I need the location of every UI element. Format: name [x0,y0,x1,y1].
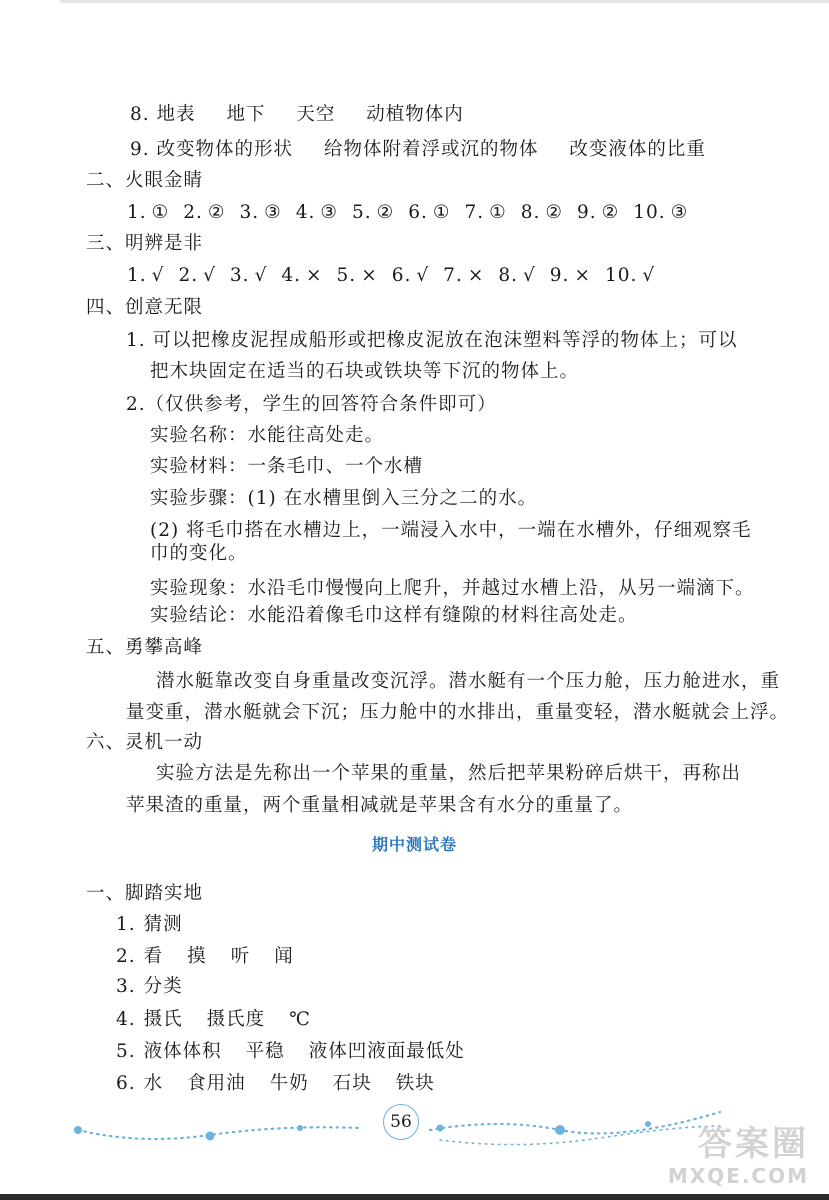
paragraph-line: 量变重，潜水艇就会下沉；压力舱中的水排出，重量变轻，潜水艇就会上浮。 [126,702,790,723]
answer-cell: 8. √ [498,265,536,286]
answer-cell: 3. ③ [239,202,282,223]
midterm-item: 5. 液体体积 平稳 液体凹液面最低处 [116,1041,465,1062]
answer-cell: 4. ③ [295,202,338,223]
section-title-4: 四、创意无限 [86,297,204,318]
paragraph-line: 巾的变化。 [150,543,248,564]
judge-answers-row [127,262,669,290]
experiment-phenomenon: 实验现象：水沿毛巾慢慢向上爬升，并越过水槽上沿，从另一端滴下。 [150,578,755,599]
experiment-name: 实验名称：水能往高处走。 [150,425,385,446]
top-border [60,0,829,3]
choice-answers-row [127,199,702,227]
answer-cell: 5. × [336,265,378,286]
paragraph-line: 把木块固定在适当的石块或铁块等下沉的物体上。 [150,361,580,382]
bottom-edge [0,1194,829,1200]
midterm-item: 6. 水 食用油 牛奶 石块 铁块 [116,1073,435,1094]
answer-cell: 8. ② [520,202,563,223]
section-title-3: 三、明辨是非 [86,233,204,254]
answer-cell: 4. × [281,265,323,286]
section-title-5: 五、勇攀高峰 [86,637,204,658]
paragraph-line: 实验方法是先称出一个苹果的重量，然后把苹果粉碎后烘干，再称出 [156,763,742,784]
section-title-2: 二、火眼金睛 [86,170,204,191]
answer-cell: 7. ① [464,202,507,223]
section-title-midterm-1: 一、脚踏实地 [86,883,204,904]
paragraph-line: 苹果渣的重量，两个重量相减就是苹果含有水分的重量了。 [126,795,634,816]
answer-cell: 1. ① [127,202,170,223]
answer-cell: 2. √ [178,265,216,286]
answer-cell: 10. ③ [633,202,689,223]
paragraph-line: 潜水艇靠改变自身重量改变沉浮。潜水艇有一个压力舱，压力舱进水，重 [156,671,781,692]
midterm-title: 期中测试卷 [371,835,457,854]
experiment-conclusion: 实验结论：水能沿着像毛巾这样有缝隙的材料往高处走。 [150,605,638,626]
answer-cell: 6. √ [391,265,430,286]
paragraph-line: 2.（仅供参考，学生的回答符合条件即可） [126,394,497,415]
answer-cell: 3. √ [229,265,268,286]
midterm-item: 2. 看 摸 听 闻 [116,946,294,967]
answer-cell: 1. √ [127,265,165,286]
answer-cell: 5. ② [352,202,395,223]
site-watermark: 答案圈 MXQE.COM [667,1124,809,1188]
section-title-6: 六、灵机一动 [86,732,204,753]
experiment-steps: 实验步骤：(1) 在水槽里倒入三分之二的水。 [150,488,538,509]
answer-cell: 6. ① [408,202,451,223]
answer-item-8: 8. 地表 地下 天空 动植物体内 [130,104,464,125]
paragraph-line: 1. 可以把橡皮泥捏成船形或把橡皮泥放在泡沫塑料等浮的物体上；可以 [126,330,738,351]
midterm-item: 3. 分类 [116,976,183,997]
page-number: 56 [383,1104,419,1140]
answer-cell: 2. ② [183,202,226,223]
paragraph-line: (2) 将毛巾搭在水槽边上，一端浸入水中，一端在水槽外，仔细观察毛 [150,520,752,541]
answer-cell: 9. ② [577,202,620,223]
midterm-item: 1. 猜测 [116,914,183,935]
answer-cell: 7. × [443,265,485,286]
answer-cell: 10. √ [604,265,656,286]
midterm-item: 4. 摄氏 摄氏度 ℃ [116,1009,311,1030]
experiment-material: 实验材料：一条毛巾、一个水槽 [150,456,424,477]
answer-item-9: 9. 改变物体的形状 给物体附着浮或沉的物体 改变液体的比重 [130,139,706,160]
answer-cell: 9. × [549,265,591,286]
